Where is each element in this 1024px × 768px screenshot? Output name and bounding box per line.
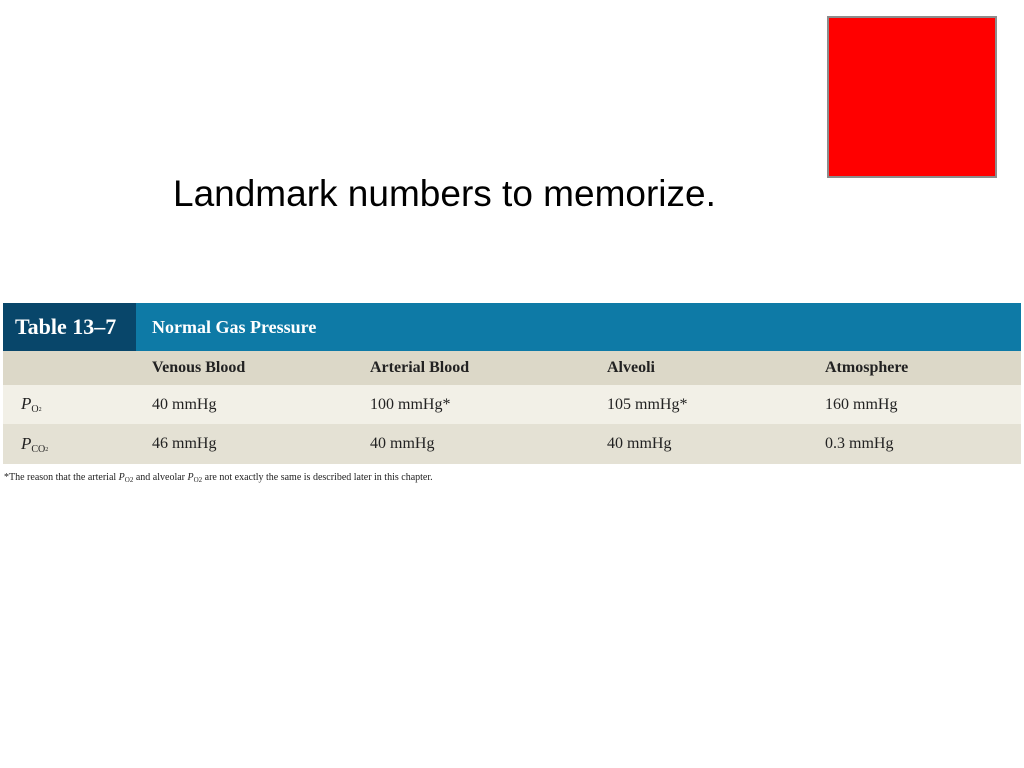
footnote-subscript-number: 2 xyxy=(198,476,203,484)
row-label-pco2 xyxy=(3,434,152,455)
row-symbol: P xyxy=(21,433,32,453)
footnote-symbol: P xyxy=(118,472,125,483)
row-subscript-number: 2 xyxy=(45,446,49,453)
footnote-text: are not exactly the same is described later in this chapter. xyxy=(202,472,433,483)
row-subscript: CO xyxy=(31,443,46,455)
gas-pressure-table xyxy=(3,303,1021,484)
table-cell: 100 mmHg* xyxy=(370,395,451,413)
column-header-atmosphere: Atmosphere xyxy=(825,359,909,376)
column-header-arterial-blood: Arterial Blood xyxy=(370,359,470,376)
table-cell: 160 mmHg xyxy=(825,395,898,413)
slide-title: Landmark numbers to memorize. xyxy=(173,173,716,214)
table-cell: 46 mmHg xyxy=(152,435,217,452)
table-column-headers xyxy=(3,351,1021,385)
footnote-text: and alveolar xyxy=(133,472,188,483)
table-footnote xyxy=(3,472,1021,484)
red-square-shape xyxy=(827,16,997,178)
column-header-venous-blood: Venous Blood xyxy=(152,359,246,376)
footnote-subscript: O xyxy=(124,476,130,484)
table-row-po2 xyxy=(3,385,1021,424)
footnote-subscript: O xyxy=(193,476,199,484)
row-symbol: P xyxy=(21,394,32,413)
table-header-bar xyxy=(3,303,1021,351)
footnote-subscript-number: 2 xyxy=(129,476,134,484)
table-cell: 0.3 mmHg xyxy=(825,435,894,452)
table-number: Table 13–7 xyxy=(3,303,136,351)
row-subscript-number: 2 xyxy=(38,407,42,413)
table-cell: 40 mmHg xyxy=(607,435,672,452)
footnote-text: *The reason that the arterial xyxy=(4,472,119,483)
table-cell: 105 mmHg* xyxy=(607,395,688,413)
table-caption: Normal Gas Pressure xyxy=(152,317,317,337)
footnote-symbol: P xyxy=(187,472,194,483)
table-cell: 40 mmHg xyxy=(370,435,435,452)
table-row-pco2 xyxy=(3,424,1021,464)
row-subscript: O xyxy=(31,404,39,415)
column-header-alveoli: Alveoli xyxy=(607,359,655,376)
row-label-po2 xyxy=(3,394,152,415)
table-cell: 40 mmHg xyxy=(152,395,217,413)
